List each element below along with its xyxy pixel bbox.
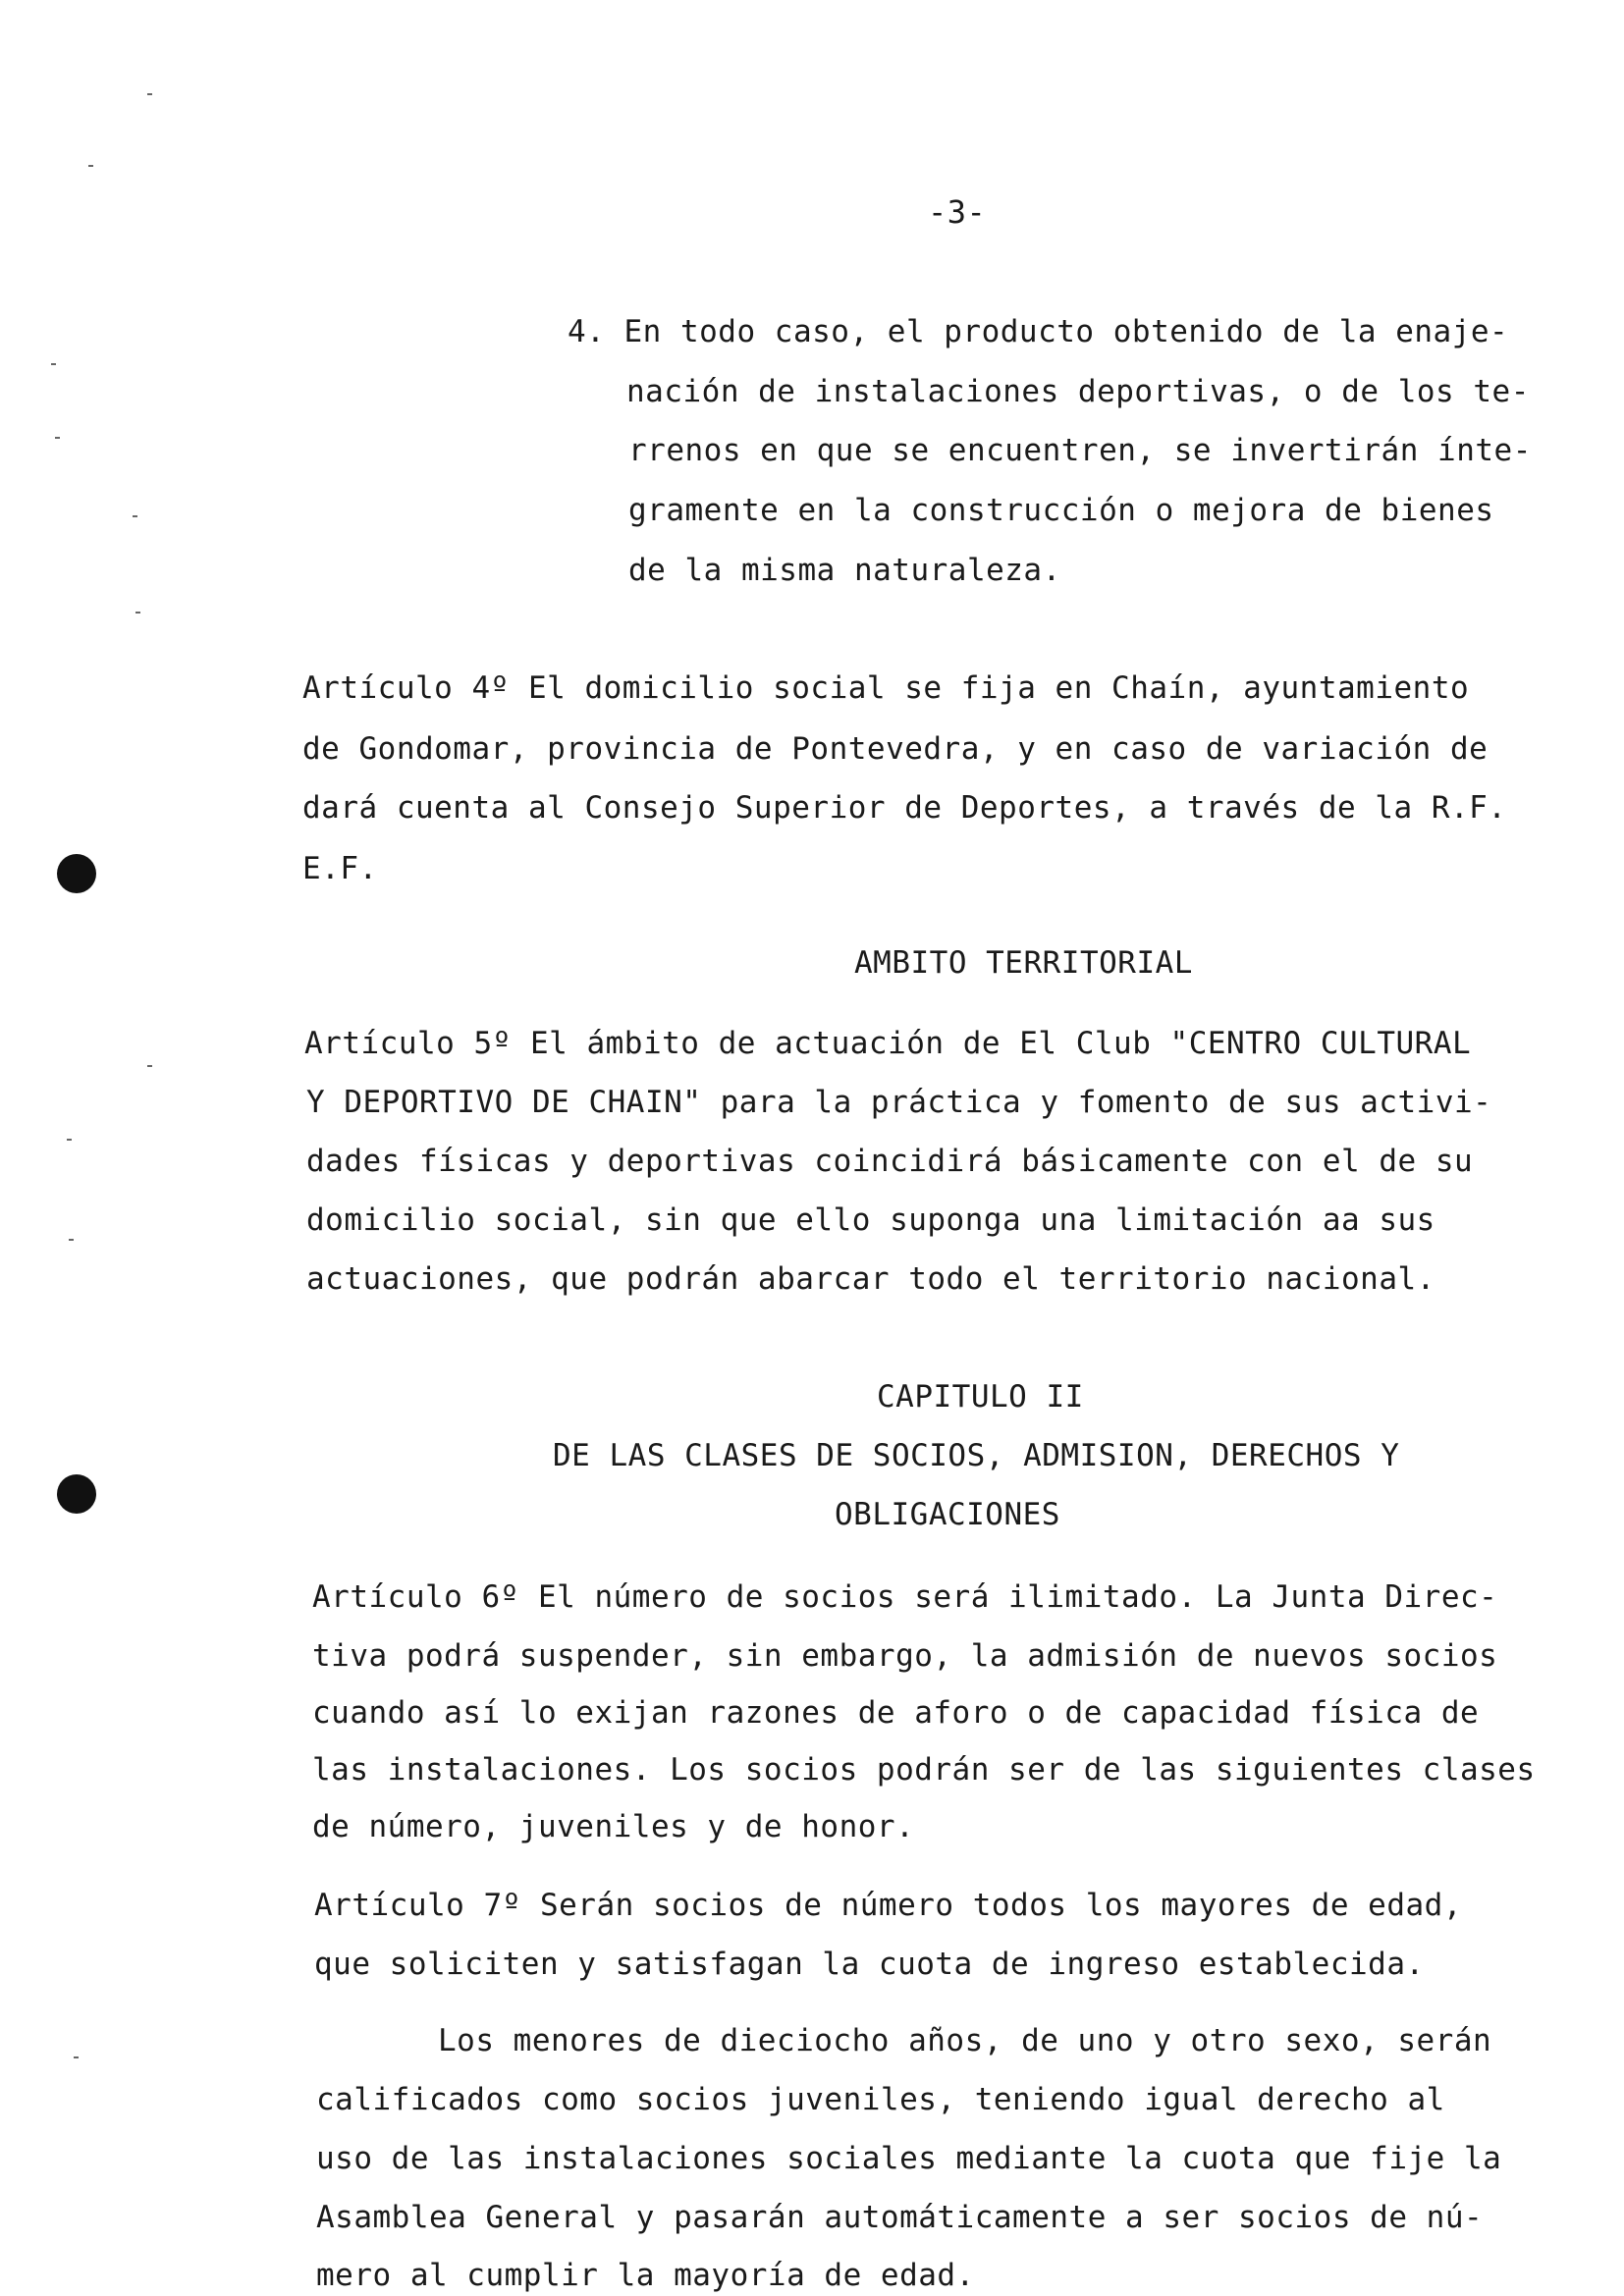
article6-line: Artículo 6º El número de socios será ilimitado. La Junta Direc- bbox=[312, 1579, 1498, 1615]
article5-line: Artículo 5º El ámbito de actuación de El Club "CENTRO CULTURAL bbox=[304, 1026, 1472, 1061]
article5-line: Y DEPORTIVO DE CHAIN" para la práctica y fomento de sus activi- bbox=[306, 1085, 1492, 1120]
punch-hole-top bbox=[57, 854, 96, 893]
scan-speck bbox=[67, 1139, 72, 1141]
paragraph-line: Los menores de dieciocho años, de uno y otro sexo, serán bbox=[438, 2023, 1492, 2058]
article4-line: E.F. bbox=[302, 851, 378, 886]
item4-line: de la misma naturaleza. bbox=[628, 553, 1061, 588]
scan-speck bbox=[74, 2056, 79, 2058]
paragraph-line: calificados como socios juveniles, teniendo igual derecho al bbox=[316, 2082, 1445, 2117]
article6-line: tiva podrá suspender, sin embargo, la admisión de nuevos socios bbox=[312, 1638, 1498, 1674]
article5-line: actuaciones, que podrán abarcar todo el territorio nacional. bbox=[306, 1261, 1435, 1297]
item4-line: 4. En todo caso, el producto obtenido de la enaje- bbox=[568, 314, 1509, 349]
chapter-subtitle: OBLIGACIONES bbox=[835, 1497, 1060, 1532]
article5-line: domicilio social, sin que ello suponga una limitación aa sus bbox=[306, 1202, 1435, 1238]
scan-speck bbox=[51, 363, 56, 365]
article6-line: cuando así lo exijan razones de aforo o de capacidad física de bbox=[312, 1695, 1480, 1731]
article7-line: Artículo 7º Serán socios de número todos los mayores de edad, bbox=[314, 1888, 1462, 1923]
paragraph-line: mero al cumplir la mayoría de edad. bbox=[316, 2258, 975, 2293]
scan-speck bbox=[88, 165, 93, 167]
item4-line: nación de instalaciones deportivas, o de los te- bbox=[626, 374, 1530, 409]
page-number: -3- bbox=[928, 193, 987, 231]
article6-line: las instalaciones. Los socios podrán ser de las siguientes clases bbox=[312, 1752, 1536, 1788]
scan-speck bbox=[69, 1239, 74, 1241]
article4-line: dará cuenta al Consejo Superior de Deportes, a través de la R.F. bbox=[302, 790, 1507, 826]
item4-line: gramente en la construcción o mejora de bienes bbox=[628, 493, 1494, 528]
scan-speck bbox=[55, 437, 60, 439]
item4-line: rrenos en que se encuentren, se invertirán ínte- bbox=[628, 433, 1532, 468]
article7-line: que soliciten y satisfagan la cuota de ingreso establecida. bbox=[314, 1947, 1425, 1982]
scan-speck bbox=[133, 515, 137, 517]
article4-line: Artículo 4º El domicilio social se fija en Chaín, ayuntamiento bbox=[302, 670, 1470, 706]
scan-speck bbox=[147, 1065, 152, 1067]
chapter-title: CAPITULO II bbox=[877, 1379, 1084, 1415]
scan-speck bbox=[135, 612, 140, 614]
punch-hole-bottom bbox=[57, 1474, 96, 1514]
paragraph-line: uso de las instalaciones sociales mediante la cuota que fije la bbox=[316, 2141, 1502, 2176]
article6-line: de número, juveniles y de honor. bbox=[312, 1809, 915, 1844]
article4-line: de Gondomar, provincia de Pontevedra, y en caso de variación de bbox=[302, 731, 1489, 767]
chapter-subtitle: DE LAS CLASES DE SOCIOS, ADMISION, DERECHOS Y bbox=[553, 1438, 1400, 1473]
section-heading: AMBITO TERRITORIAL bbox=[854, 945, 1193, 981]
paragraph-line: Asamblea General y pasarán automáticamente a ser socios de nú- bbox=[316, 2200, 1484, 2235]
article5-line: dades físicas y deportivas coincidirá básicamente con el de su bbox=[306, 1144, 1474, 1179]
scan-speck bbox=[147, 93, 152, 95]
